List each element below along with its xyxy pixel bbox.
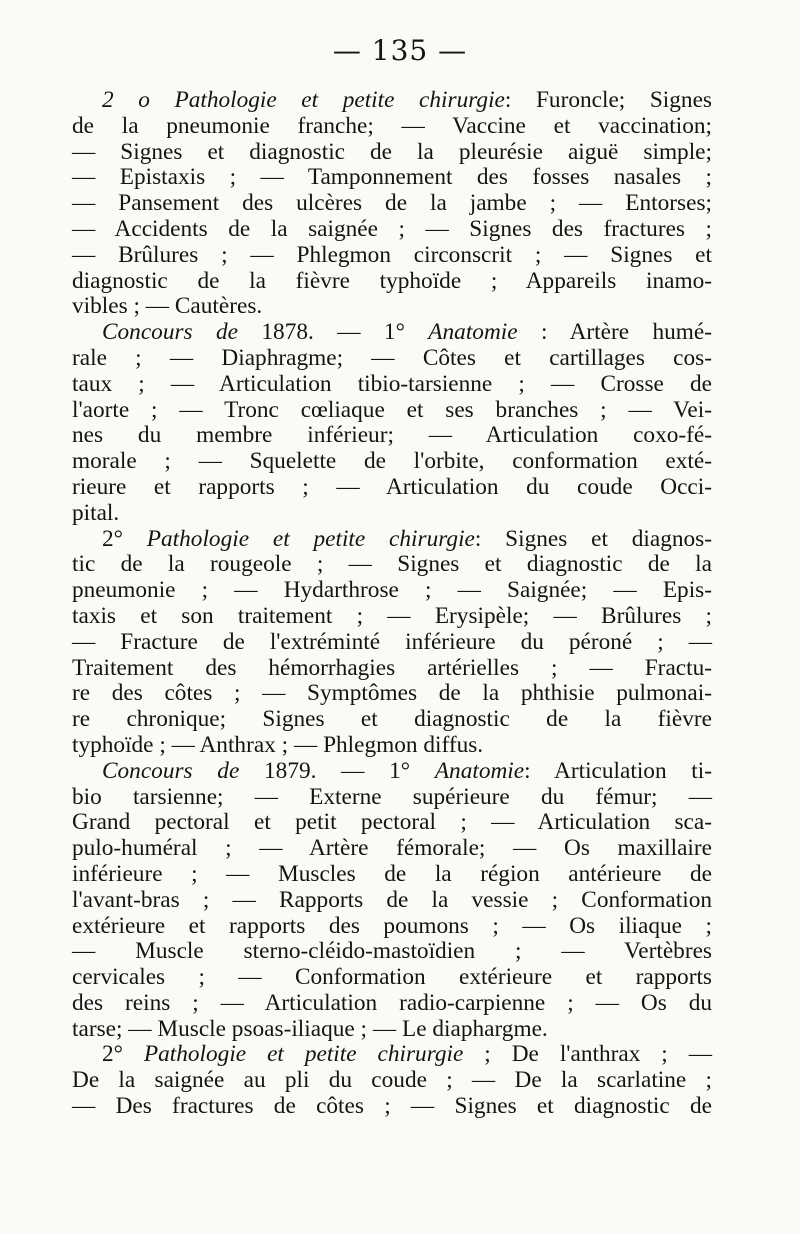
text-line (72, 475, 712, 501)
body-text (72, 88, 712, 1120)
text-line (72, 1017, 712, 1043)
line-text: Grand pectoral et petit pectoral ; — Articulation sca- (72, 809, 712, 836)
text-line (72, 449, 712, 475)
line-text: pital. (72, 499, 120, 526)
line-text: cervicales ; — Conformation extérieure et rapports (72, 964, 712, 991)
text-line (72, 991, 712, 1017)
text-line (72, 398, 712, 424)
line-text: 2° (102, 1041, 144, 1068)
text-line (72, 733, 712, 759)
text-line (72, 294, 712, 320)
text-line (72, 939, 712, 965)
text-line (72, 1094, 712, 1120)
line-text: diagnostic de la fièvre typhoïde ; Appareils inamo- (72, 267, 712, 294)
line-text: — Epistaxis ; — Tamponnement des fosses nasales ; (72, 164, 712, 191)
text-line (72, 914, 712, 940)
line-text: re chronique; Signes et diagnostic de la fièvre (72, 706, 712, 733)
line-text: tarse; — Muscle psoas-iliaque ; — Le diaphargme. (72, 1015, 548, 1042)
line-text: pulo-huméral ; — Artère fémorale; — Os maxillaire (72, 835, 712, 862)
line-text: l'aorte ; — Tronc cœliaque et ses branches ; — Vei- (72, 396, 712, 423)
italic-text: Pathologie et petite chirurgie (146, 525, 475, 552)
line-text: typhoïde ; — Anthrax ; — Phlegmon diffus. (72, 731, 484, 758)
text-line (72, 1068, 712, 1094)
line-text: : Artère humé- (517, 319, 712, 346)
text-line (72, 243, 712, 269)
line-text: Traitement des hémorrhagies artérielles ; — Fractu- (72, 654, 712, 681)
italic-text: Anatomie (428, 319, 518, 346)
line-text: — Des fractures de côtes ; — Signes et diagnostic de (72, 1093, 712, 1120)
text-line (72, 191, 712, 217)
text-line (72, 862, 712, 888)
text-line (72, 527, 712, 553)
line-text: 1879. — 1° (239, 757, 435, 784)
line-text: rieure et rapports ; — Articulation du coude Occi- (72, 473, 712, 500)
text-line (72, 114, 712, 140)
text-line (72, 140, 712, 166)
text-line (72, 630, 712, 656)
text-line (72, 1042, 712, 1068)
page-number: — 135 — (332, 34, 468, 67)
italic-text: Concours de (102, 319, 238, 346)
italic-text: 2 o Pathologie et petite chirurgie (102, 87, 505, 113)
line-text: — Fracture de l'extréminté inférieure du péroné ; — (72, 628, 712, 655)
text-line (72, 372, 712, 398)
line-text: 2° (102, 525, 147, 552)
line-text: des reins ; — Articulation radio-carpienne ; — Os du (72, 989, 712, 1016)
line-text: De la saignée au pli du coude ; — De la scarlatine ; (72, 1067, 712, 1094)
line-text: bio tarsienne; — Externe supérieure du fémur; — (72, 783, 712, 810)
line-text: : Furoncle; Signes (504, 87, 712, 113)
text-line (72, 501, 712, 527)
line-text: : Articulation ti- (524, 757, 712, 784)
text-line (72, 346, 712, 372)
line-text: inférieure ; — Muscles de la région antérieure de (72, 860, 712, 887)
text-line (72, 88, 712, 114)
line-text: nes du membre inférieur; — Articulation coxo-fé- (72, 422, 712, 449)
text-line (72, 217, 712, 243)
text-line (72, 785, 712, 811)
line-text: ; De l'anthrax ; — (463, 1041, 712, 1068)
line-text: vibles ; — Cautères. (72, 293, 263, 320)
italic-text: Concours de (102, 757, 240, 784)
line-text: taux ; — Articulation tibio-tarsienne ; — Crosse de (72, 370, 712, 397)
text-line (72, 888, 712, 914)
line-text: l'avant-bras ; — Rapports de la vessie ; Conformation (72, 886, 712, 913)
line-text: re des côtes ; — Symptômes de la phthisie pulmonai- (72, 680, 712, 707)
text-line (72, 681, 712, 707)
text-line (72, 707, 712, 733)
text-line (72, 836, 712, 862)
italic-text: Anatomie (434, 757, 525, 784)
line-text: de la pneumonie franche; — Vaccine et vaccination; (72, 112, 712, 139)
text-line (72, 320, 712, 346)
line-text: — Muscle sterno-cléido-mastoïdien ; — Vertèbres (72, 938, 712, 965)
text-line (72, 656, 712, 682)
text-line (72, 423, 712, 449)
line-text: taxis et son traitement ; — Erysipèle; — Brûlures ; (72, 602, 712, 629)
line-text: : Signes et diagnos- (474, 525, 712, 552)
line-text: rale ; — Diaphragme; — Côtes et cartillages cos- (72, 344, 712, 371)
text-line (72, 578, 712, 604)
text-line (72, 604, 712, 630)
line-text: tic de la rougeole ; — Signes et diagnostic de la (72, 551, 712, 578)
text-line (72, 810, 712, 836)
italic-text: Pathologie et petite chirurgie (143, 1041, 464, 1068)
text-line (72, 269, 712, 295)
text-line (72, 552, 712, 578)
line-text: — Pansement des ulcères de la jambe ; — Entorses; (72, 190, 712, 217)
line-text: morale ; — Squelette de l'orbite, conformation exté- (72, 448, 712, 475)
line-text: 1878. — 1° (238, 319, 429, 346)
line-text: — Signes et diagnostic de la pleurésie aiguë simple; (72, 138, 712, 165)
line-text: — Accidents de la saignée ; — Signes des fractures ; (72, 215, 712, 242)
line-text: extérieure et rapports des poumons ; — Os iliaque ; (72, 912, 712, 939)
text-line (72, 965, 712, 991)
line-text: — Brûlures ; — Phlegmon circonscrit ; — Signes et (72, 241, 712, 268)
line-text: pneumonie ; — Hydarthrose ; — Saignée; — Epis- (72, 577, 712, 604)
text-line (72, 759, 712, 785)
text-line (72, 165, 712, 191)
